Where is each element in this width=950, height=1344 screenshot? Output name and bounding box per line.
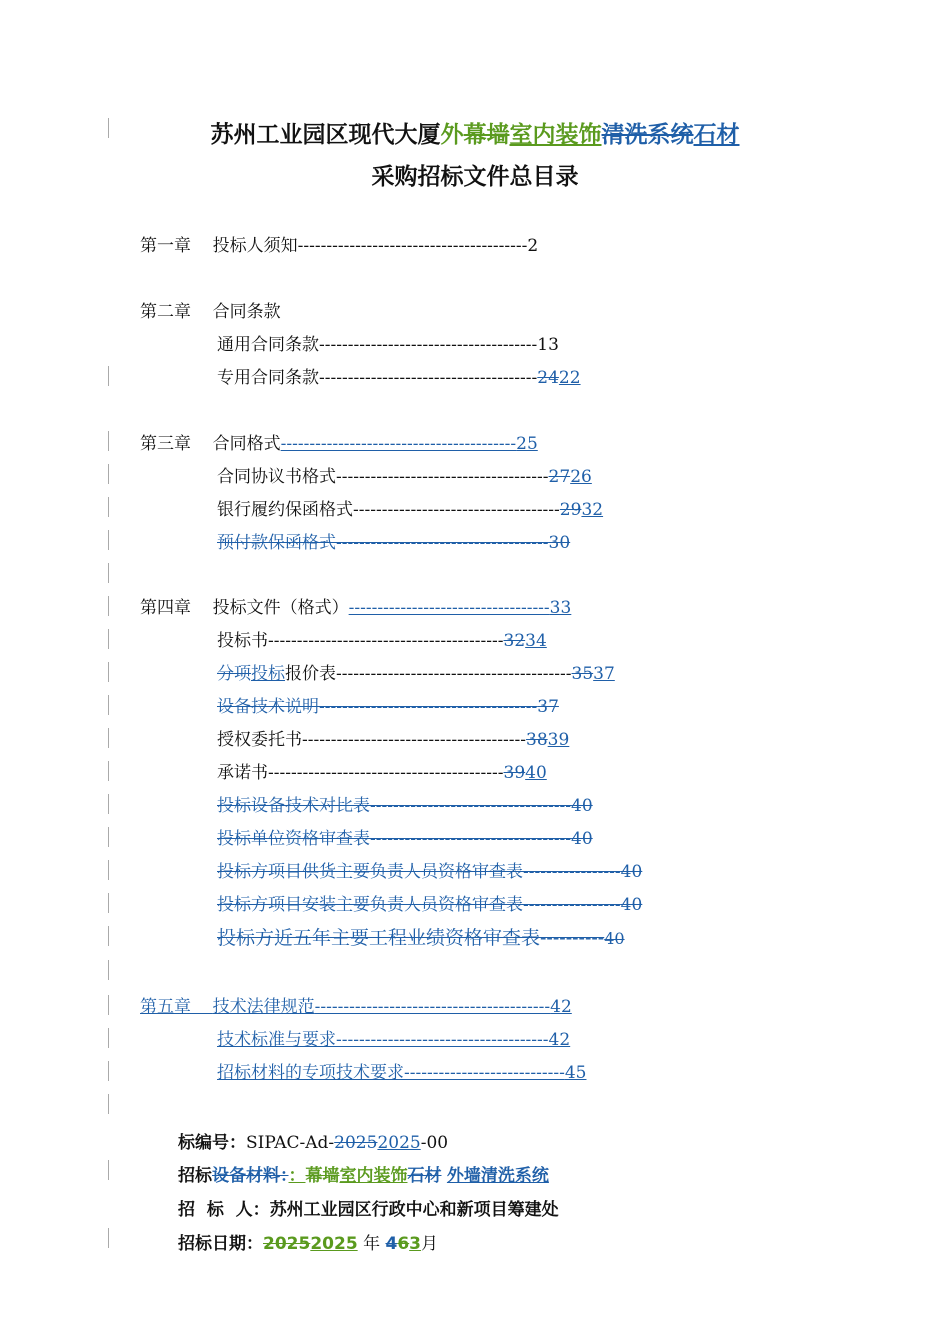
page-number: 37 bbox=[537, 697, 559, 717]
page-number-inserted: 37 bbox=[593, 664, 615, 684]
entry-title-inserted: 投标 bbox=[251, 664, 285, 684]
page-number-deleted: 27 bbox=[548, 467, 571, 487]
leader-dashes: -------------------------------------- bbox=[319, 335, 538, 355]
entry-title: 承诺书 bbox=[217, 763, 268, 783]
page-number: 42 bbox=[550, 997, 572, 1017]
toc-chapter-2[interactable] bbox=[140, 302, 281, 322]
title-part-inserted: 室内装饰 bbox=[509, 122, 602, 148]
page-number-deleted: 29 bbox=[559, 500, 582, 520]
page-number: 45 bbox=[564, 1063, 587, 1083]
tender-items-label: 招标 bbox=[178, 1166, 212, 1186]
toc-entry[interactable] bbox=[217, 631, 547, 651]
page-number: 30 bbox=[548, 533, 571, 553]
bid-number-inserted: 2025 bbox=[377, 1133, 421, 1153]
chapter-title: 技术法律规范 bbox=[212, 997, 315, 1017]
page-number-deleted: 35 bbox=[571, 664, 594, 684]
change-bar bbox=[108, 794, 109, 814]
entry-title-deleted: 分项 bbox=[217, 664, 251, 684]
change-bar bbox=[108, 827, 109, 847]
month-unit: 月 bbox=[421, 1234, 438, 1254]
toc-entry[interactable] bbox=[217, 730, 569, 750]
entry-title: 预付款保函格式 bbox=[217, 533, 336, 553]
change-bar bbox=[108, 464, 109, 484]
tenderer-line bbox=[178, 1195, 559, 1220]
page-number: 40 bbox=[571, 829, 593, 849]
bid-number-value: SIPAC-Ad- bbox=[246, 1133, 335, 1153]
toc-entry[interactable] bbox=[217, 335, 559, 355]
change-bar bbox=[108, 366, 109, 386]
toc-entry-deleted[interactable] bbox=[217, 928, 625, 949]
chapter-label: 第五章 bbox=[140, 997, 191, 1017]
change-bar bbox=[108, 1228, 109, 1248]
leader-dashes: ------------------------------------ bbox=[353, 500, 560, 520]
entry-title: 设备技术说明 bbox=[217, 697, 319, 717]
page-number-inserted: 39 bbox=[547, 730, 570, 750]
chapter-label: 第四章 bbox=[140, 598, 191, 618]
entry-title: 招标材料的专项技术要求 bbox=[217, 1063, 404, 1083]
page-number: 42 bbox=[548, 1030, 571, 1050]
leader-dashes: -------------------------------------- bbox=[319, 368, 538, 388]
toc-entry[interactable] bbox=[217, 664, 615, 684]
tender-items-line bbox=[178, 1161, 549, 1186]
toc-chapter-3[interactable] bbox=[140, 434, 538, 454]
toc-entry-deleted[interactable] bbox=[217, 829, 593, 849]
toc-entry[interactable] bbox=[217, 763, 547, 783]
toc-entry-inserted[interactable] bbox=[217, 1063, 586, 1083]
leader-dashes: -------------------------------------- bbox=[319, 697, 538, 717]
tender-item-deleted: 石材 bbox=[407, 1166, 442, 1186]
entry-title: 技术标准与要求 bbox=[217, 1030, 336, 1050]
page-number-inserted: 40 bbox=[525, 763, 547, 783]
page-number-deleted: 24 bbox=[537, 368, 559, 388]
separator-inserted: ： bbox=[288, 1166, 306, 1186]
entry-title: 报价表 bbox=[285, 664, 336, 684]
toc-entry-deleted[interactable] bbox=[217, 895, 642, 915]
toc-entry-deleted[interactable] bbox=[217, 533, 570, 553]
leader-dashes: ---------------------------------------- bbox=[297, 236, 528, 256]
chapter-title: 合同格式 bbox=[212, 434, 281, 454]
entry-title: 投标方项目供货主要负责人员资格审查表 bbox=[217, 862, 523, 882]
change-bar bbox=[108, 596, 109, 616]
tender-date-line bbox=[178, 1229, 438, 1254]
leader-dashes: ---------- bbox=[540, 927, 605, 949]
change-bar bbox=[108, 563, 109, 583]
title-part-deleted: 幕墙 bbox=[463, 122, 510, 148]
leader-dashes: ----------------- bbox=[523, 862, 621, 882]
year-deleted: 2025 bbox=[263, 1234, 311, 1254]
entry-title: 投标书 bbox=[217, 631, 268, 651]
title-part-inserted: 石材 bbox=[693, 122, 740, 148]
change-bar bbox=[108, 431, 109, 451]
change-bar bbox=[108, 1094, 109, 1114]
page-number: 25 bbox=[516, 434, 538, 454]
leader-dashes: ----------------------------------------- bbox=[268, 631, 504, 651]
entry-title: 合同协议书格式 bbox=[217, 467, 336, 487]
tender-item-inserted: 外墙清洗系统 bbox=[446, 1166, 549, 1186]
month-deleted: 6 bbox=[397, 1234, 410, 1254]
leader-dashes: ------------------------------------- bbox=[336, 533, 549, 553]
entry-title: 投标方项目安装主要负责人员资格审查表 bbox=[217, 895, 523, 915]
change-bar bbox=[108, 497, 109, 517]
change-bar bbox=[108, 995, 109, 1015]
entry-title: 投标设备技术对比表 bbox=[217, 796, 370, 816]
chapter-label: 第二章 bbox=[140, 302, 191, 322]
page-number-inserted: 22 bbox=[558, 368, 581, 388]
leader-dashes: ----------------------------------------- bbox=[268, 763, 504, 783]
leader-dashes: ------------------------------------- bbox=[336, 467, 549, 487]
bid-number-line bbox=[178, 1128, 448, 1153]
chapter-title: 投标文件（格式） bbox=[212, 598, 349, 618]
page-number-inserted: 32 bbox=[581, 500, 604, 520]
leader-dashes: ------------------------------------- bbox=[336, 1030, 549, 1050]
chapter-label: 第三章 bbox=[140, 434, 191, 454]
change-bar bbox=[108, 1028, 109, 1048]
chapter-title: 合同条款 bbox=[212, 302, 281, 322]
leader-dashes: ----------------------------------------- bbox=[280, 434, 517, 454]
toc-entry-inserted[interactable] bbox=[217, 1030, 570, 1050]
change-bar bbox=[108, 728, 109, 748]
chapter-label: 第一章 bbox=[140, 236, 191, 256]
page-title-line1 bbox=[0, 116, 950, 149]
page-title-line2: 采购招标文件总目录 bbox=[371, 164, 579, 190]
leader-dashes: ----------------------------------- bbox=[370, 829, 572, 849]
change-bar bbox=[108, 629, 109, 649]
bid-number-label: 标编号： bbox=[178, 1133, 246, 1153]
toc-entry[interactable] bbox=[217, 368, 581, 388]
entry-title: 通用合同条款 bbox=[217, 335, 319, 355]
leader-dashes: ----------------------------------------- bbox=[314, 997, 551, 1017]
page-number: 2 bbox=[527, 236, 539, 256]
change-bar bbox=[108, 960, 109, 980]
title-part-deleted: 清洗系统 bbox=[601, 122, 694, 148]
page-number: 13 bbox=[537, 335, 559, 355]
page-number: 40 bbox=[571, 796, 593, 816]
page-number-deleted: 38 bbox=[526, 730, 548, 750]
leader-dashes: ---------------------------- bbox=[404, 1063, 565, 1083]
title-part: 苏州工业园区现代大厦 bbox=[210, 122, 441, 148]
year-inserted: 2025 bbox=[310, 1234, 358, 1254]
change-bar bbox=[108, 860, 109, 880]
change-bar bbox=[108, 695, 109, 715]
tender-item-deleted: 幕墙 bbox=[305, 1166, 340, 1186]
entry-title: 专用合同条款 bbox=[217, 368, 319, 388]
leader-dashes: ----------------------------------- bbox=[348, 598, 550, 618]
year-unit: 年 bbox=[363, 1234, 381, 1254]
tender-items-deleted: 设备材料 bbox=[212, 1166, 280, 1186]
toc-entry[interactable] bbox=[217, 467, 592, 487]
change-bar bbox=[108, 530, 109, 550]
change-bar bbox=[108, 761, 109, 781]
toc-entry[interactable] bbox=[217, 500, 603, 520]
entry-title: 投标方近五年主要工程业绩资格审查表 bbox=[217, 927, 541, 949]
leader-dashes: ----------------- bbox=[523, 895, 621, 915]
toc-chapter-4[interactable] bbox=[140, 598, 571, 618]
page-number-inserted: 26 bbox=[570, 467, 592, 487]
leader-dashes: ----------------------------------------- bbox=[336, 664, 572, 684]
change-bar bbox=[108, 1160, 109, 1180]
tender-item-inserted: 室内装饰 bbox=[339, 1166, 408, 1186]
leader-dashes: --------------------------------------- bbox=[302, 730, 527, 750]
page-number: 40 bbox=[604, 929, 625, 948]
page-number: 40 bbox=[620, 862, 643, 882]
toc-entry-deleted[interactable] bbox=[217, 862, 642, 882]
month-inserted: 3 bbox=[409, 1234, 421, 1254]
entry-title: 银行履约保函格式 bbox=[217, 500, 353, 520]
separator-deleted: ： bbox=[280, 1166, 289, 1186]
toc-entry-deleted[interactable] bbox=[217, 796, 593, 816]
entry-title: 授权委托书 bbox=[217, 730, 302, 750]
month-deleted: 4 bbox=[385, 1234, 398, 1254]
toc-chapter-1[interactable] bbox=[140, 236, 538, 256]
bid-number-suffix: -00 bbox=[420, 1133, 449, 1153]
chapter-title: 投标人须知 bbox=[212, 236, 298, 256]
tenderer-value: 苏州工业园区行政中心和新项目筹建处 bbox=[269, 1200, 559, 1220]
page-number: 33 bbox=[549, 598, 572, 618]
change-bar bbox=[108, 662, 109, 682]
tender-date-label: 招标日期： bbox=[178, 1234, 263, 1254]
change-bar bbox=[108, 1061, 109, 1081]
title-part-inserted: 外 bbox=[440, 122, 464, 148]
leader-dashes: ----------------------------------- bbox=[370, 796, 572, 816]
toc-entry-deleted[interactable] bbox=[217, 697, 559, 717]
change-bar bbox=[108, 926, 109, 946]
page-number-deleted: 32 bbox=[503, 631, 526, 651]
tenderer-label: 招 标 人： bbox=[178, 1200, 270, 1220]
bid-number-deleted: 2025 bbox=[334, 1133, 378, 1153]
page-number: 40 bbox=[620, 895, 643, 915]
entry-title: 投标单位资格审查表 bbox=[217, 829, 370, 849]
change-bar bbox=[108, 893, 109, 913]
page-number-inserted: 34 bbox=[525, 631, 547, 651]
page-number-deleted: 39 bbox=[503, 763, 526, 783]
toc-chapter-5[interactable] bbox=[140, 997, 572, 1017]
